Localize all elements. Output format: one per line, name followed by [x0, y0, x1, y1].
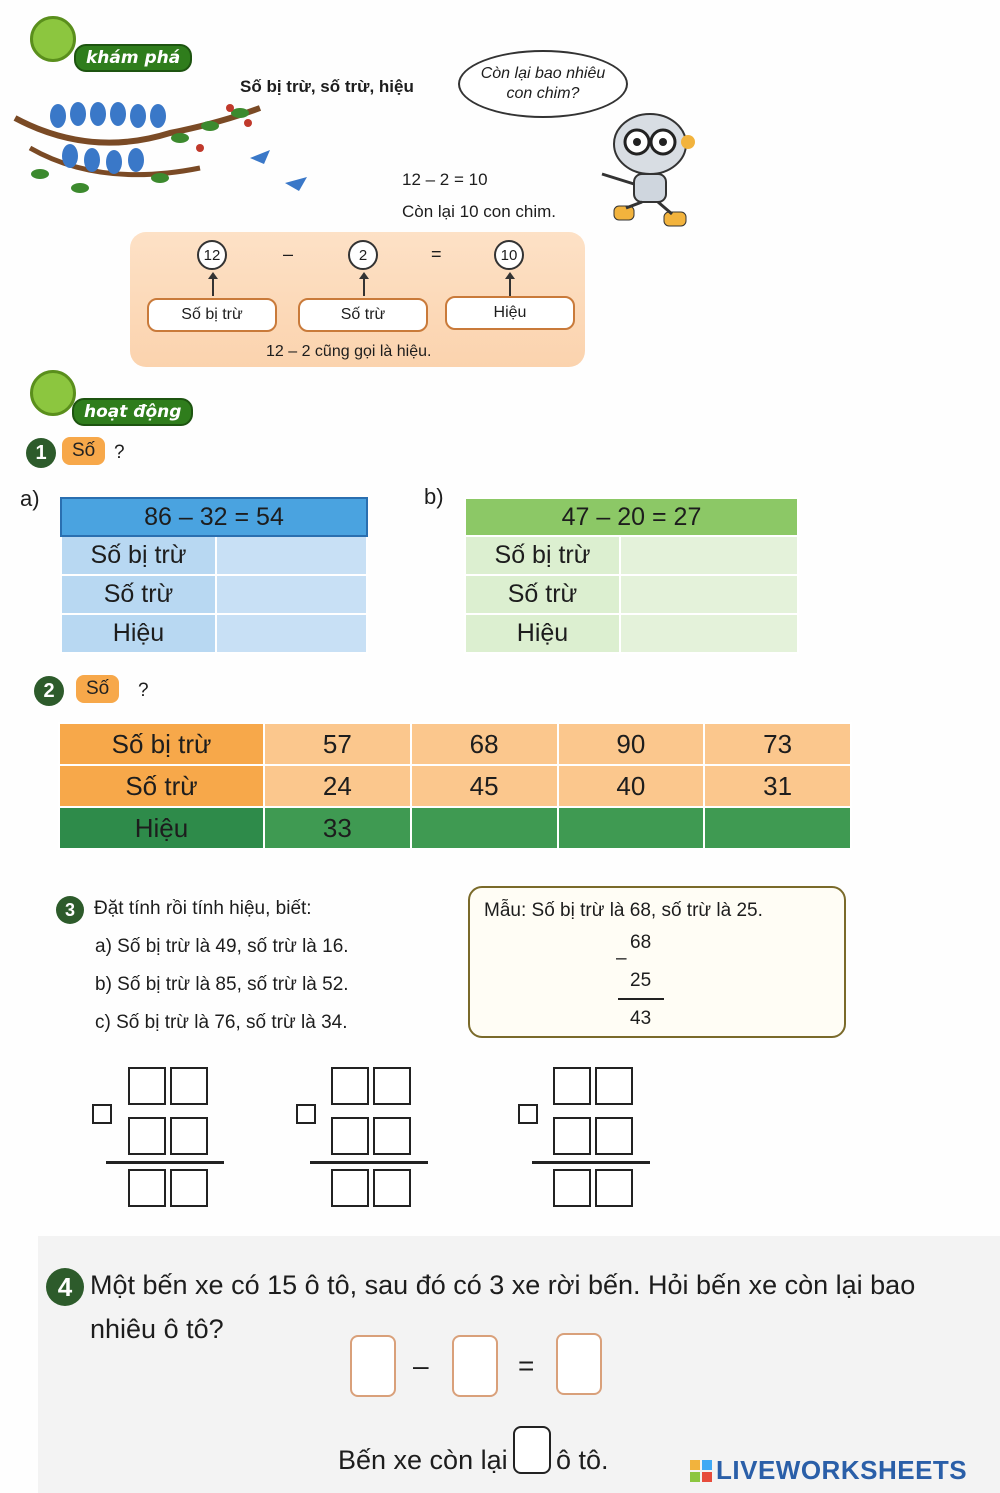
digit-input[interactable] [553, 1169, 591, 1207]
q3-item-a: a) Số bị trừ là 49, số trừ là 16. [95, 936, 349, 957]
q2-row-label: Hiệu [59, 807, 264, 849]
q1b-minuend-input[interactable] [620, 536, 798, 575]
q4-subtrahend-input[interactable] [452, 1335, 498, 1397]
q2-so-chip: Số [76, 675, 119, 703]
q4-minus: – [413, 1350, 429, 1381]
digit-input[interactable] [553, 1117, 591, 1155]
arrow-up-icon [509, 276, 511, 296]
q3-item-b: b) Số bị trừ là 85, số trừ là 52. [95, 974, 349, 995]
q4-answer-before: Bến xe còn lại [338, 1445, 508, 1475]
arrow-up-icon [363, 276, 365, 296]
q4-answer-after: ô tô. [556, 1445, 609, 1475]
q4-equals: = [518, 1350, 535, 1381]
q4-minuend-input[interactable] [350, 1335, 396, 1397]
sample-subtrahend: 25 [630, 970, 652, 991]
binoculars-icon [30, 16, 76, 62]
q2-subtrahend-cell: 45 [411, 765, 558, 807]
q1a-row-label: Số bị trừ [61, 536, 216, 575]
question-2-number: 2 [34, 676, 64, 706]
speech-line-1: Còn lại bao nhiêu [480, 65, 606, 82]
difference-circle: 10 [494, 240, 524, 270]
sample-minus: – [616, 948, 627, 969]
q2-minuend-cell: 68 [411, 723, 558, 765]
q1a-minuend-input[interactable] [216, 536, 367, 575]
digit-input[interactable] [128, 1169, 166, 1207]
q2-subtrahend-cell: 31 [704, 765, 851, 807]
digit-input[interactable] [170, 1169, 208, 1207]
q1a-difference-input[interactable] [216, 614, 367, 653]
q3-item-c: c) Số bị trừ là 76, số trừ là 34. [95, 1012, 348, 1033]
sum-line [532, 1161, 650, 1164]
q2-difference-input[interactable] [558, 807, 705, 849]
digit-input[interactable] [128, 1117, 166, 1155]
digit-input[interactable] [331, 1067, 369, 1105]
digit-input[interactable] [170, 1067, 208, 1105]
digit-input[interactable] [128, 1067, 166, 1105]
q1b-difference-input[interactable] [620, 614, 798, 653]
q2-question-mark: ? [138, 680, 149, 701]
minuend-circle: 12 [197, 240, 227, 270]
q1b-row-label: Số trừ [465, 575, 620, 614]
speech-line-2: con chim? [506, 85, 580, 102]
q4-answer-input[interactable] [513, 1426, 551, 1474]
sum-line [106, 1161, 224, 1164]
explore-badge-label: khám phá [74, 44, 192, 72]
gears-icon [30, 370, 76, 416]
q1b-tag: b) [424, 484, 444, 509]
operator-input[interactable] [518, 1104, 538, 1124]
digit-input[interactable] [170, 1117, 208, 1155]
q1-so-chip: Số [62, 437, 105, 465]
q2-difference-cell: 33 [264, 807, 411, 849]
minus-sign: – [283, 244, 294, 264]
q2-minuend-cell: 57 [264, 723, 411, 765]
explore-remaining: Còn lại 10 con chim. [402, 202, 557, 221]
q1a-subtrahend-input[interactable] [216, 575, 367, 614]
sample-rule [618, 998, 664, 1000]
digit-input[interactable] [553, 1067, 591, 1105]
label-subtrahend: Số trừ [298, 298, 428, 332]
q1-question-mark: ? [114, 442, 125, 463]
equals-sign: = [431, 244, 442, 264]
q2-row-label: Số trừ [59, 765, 264, 807]
digit-input[interactable] [373, 1067, 411, 1105]
q2-minuend-cell: 90 [558, 723, 705, 765]
digit-input[interactable] [595, 1067, 633, 1105]
q2-subtrahend-cell: 24 [264, 765, 411, 807]
explore-heading: Số bị trừ, số trừ, hiệu [240, 77, 414, 96]
q1a-row-label: Số trừ [61, 575, 216, 614]
subtrahend-circle: 2 [348, 240, 378, 270]
operator-input[interactable] [296, 1104, 316, 1124]
q1b-row-label: Hiệu [465, 614, 620, 653]
q2-minuend-cell: 73 [704, 723, 851, 765]
digit-input[interactable] [331, 1117, 369, 1155]
digit-input[interactable] [373, 1117, 411, 1155]
question-1-number: 1 [26, 438, 56, 468]
arrow-up-icon [212, 276, 214, 296]
question-3-number: 3 [56, 896, 84, 924]
q1b-row-label: Số bị trừ [465, 536, 620, 575]
label-difference: Hiệu [445, 296, 575, 330]
q1b-table [464, 497, 799, 654]
digit-input[interactable] [595, 1169, 633, 1207]
q1b-header: 47 – 20 = 27 [465, 498, 798, 536]
q3-prompt: Đặt tính rồi tính hiệu, biết: [94, 898, 312, 919]
robot-mascot-icon [592, 108, 702, 233]
q1a-table [60, 497, 368, 654]
question-4-number: 4 [46, 1268, 84, 1306]
operator-input[interactable] [92, 1104, 112, 1124]
q1a-header: 86 – 32 = 54 [61, 498, 367, 536]
digit-input[interactable] [331, 1169, 369, 1207]
digit-input[interactable] [373, 1169, 411, 1207]
sum-line [310, 1161, 428, 1164]
q2-difference-input[interactable] [411, 807, 558, 849]
logo-text: LIVEWORKSHEETS [716, 1455, 968, 1485]
label-minuend: Số bị trừ [147, 298, 277, 332]
explore-note: 12 – 2 cũng gọi là hiệu. [266, 343, 432, 360]
q2-row-label: Số bị trừ [59, 723, 264, 765]
q2-table [58, 722, 852, 850]
sample-title: Mẫu: Số bị trừ là 68, số trừ là 25. [484, 900, 763, 921]
explore-equation: 12 – 2 = 10 [402, 170, 488, 189]
liveworksheets-logo [690, 1455, 967, 1486]
q1a-row-label: Hiệu [61, 614, 216, 653]
logo-grid-icon [690, 1460, 712, 1482]
q4-difference-input[interactable] [556, 1333, 602, 1395]
q1a-tag: a) [20, 486, 40, 511]
q4-line-1: Một bến xe có 15 ô tô, sau đó có 3 xe rời bến. Hỏi bến xe còn lại bao [90, 1270, 916, 1300]
activity-badge-label: hoạt động [72, 398, 193, 426]
digit-input[interactable] [595, 1117, 633, 1155]
birds-on-branch-illustration [10, 78, 310, 208]
q2-difference-input[interactable] [704, 807, 851, 849]
q1b-subtrahend-input[interactable] [620, 575, 798, 614]
q2-subtrahend-cell: 40 [558, 765, 705, 807]
sample-difference: 43 [630, 1008, 652, 1029]
q4-line-2: nhiêu ô tô? [90, 1314, 224, 1344]
sample-minuend: 68 [630, 932, 652, 953]
